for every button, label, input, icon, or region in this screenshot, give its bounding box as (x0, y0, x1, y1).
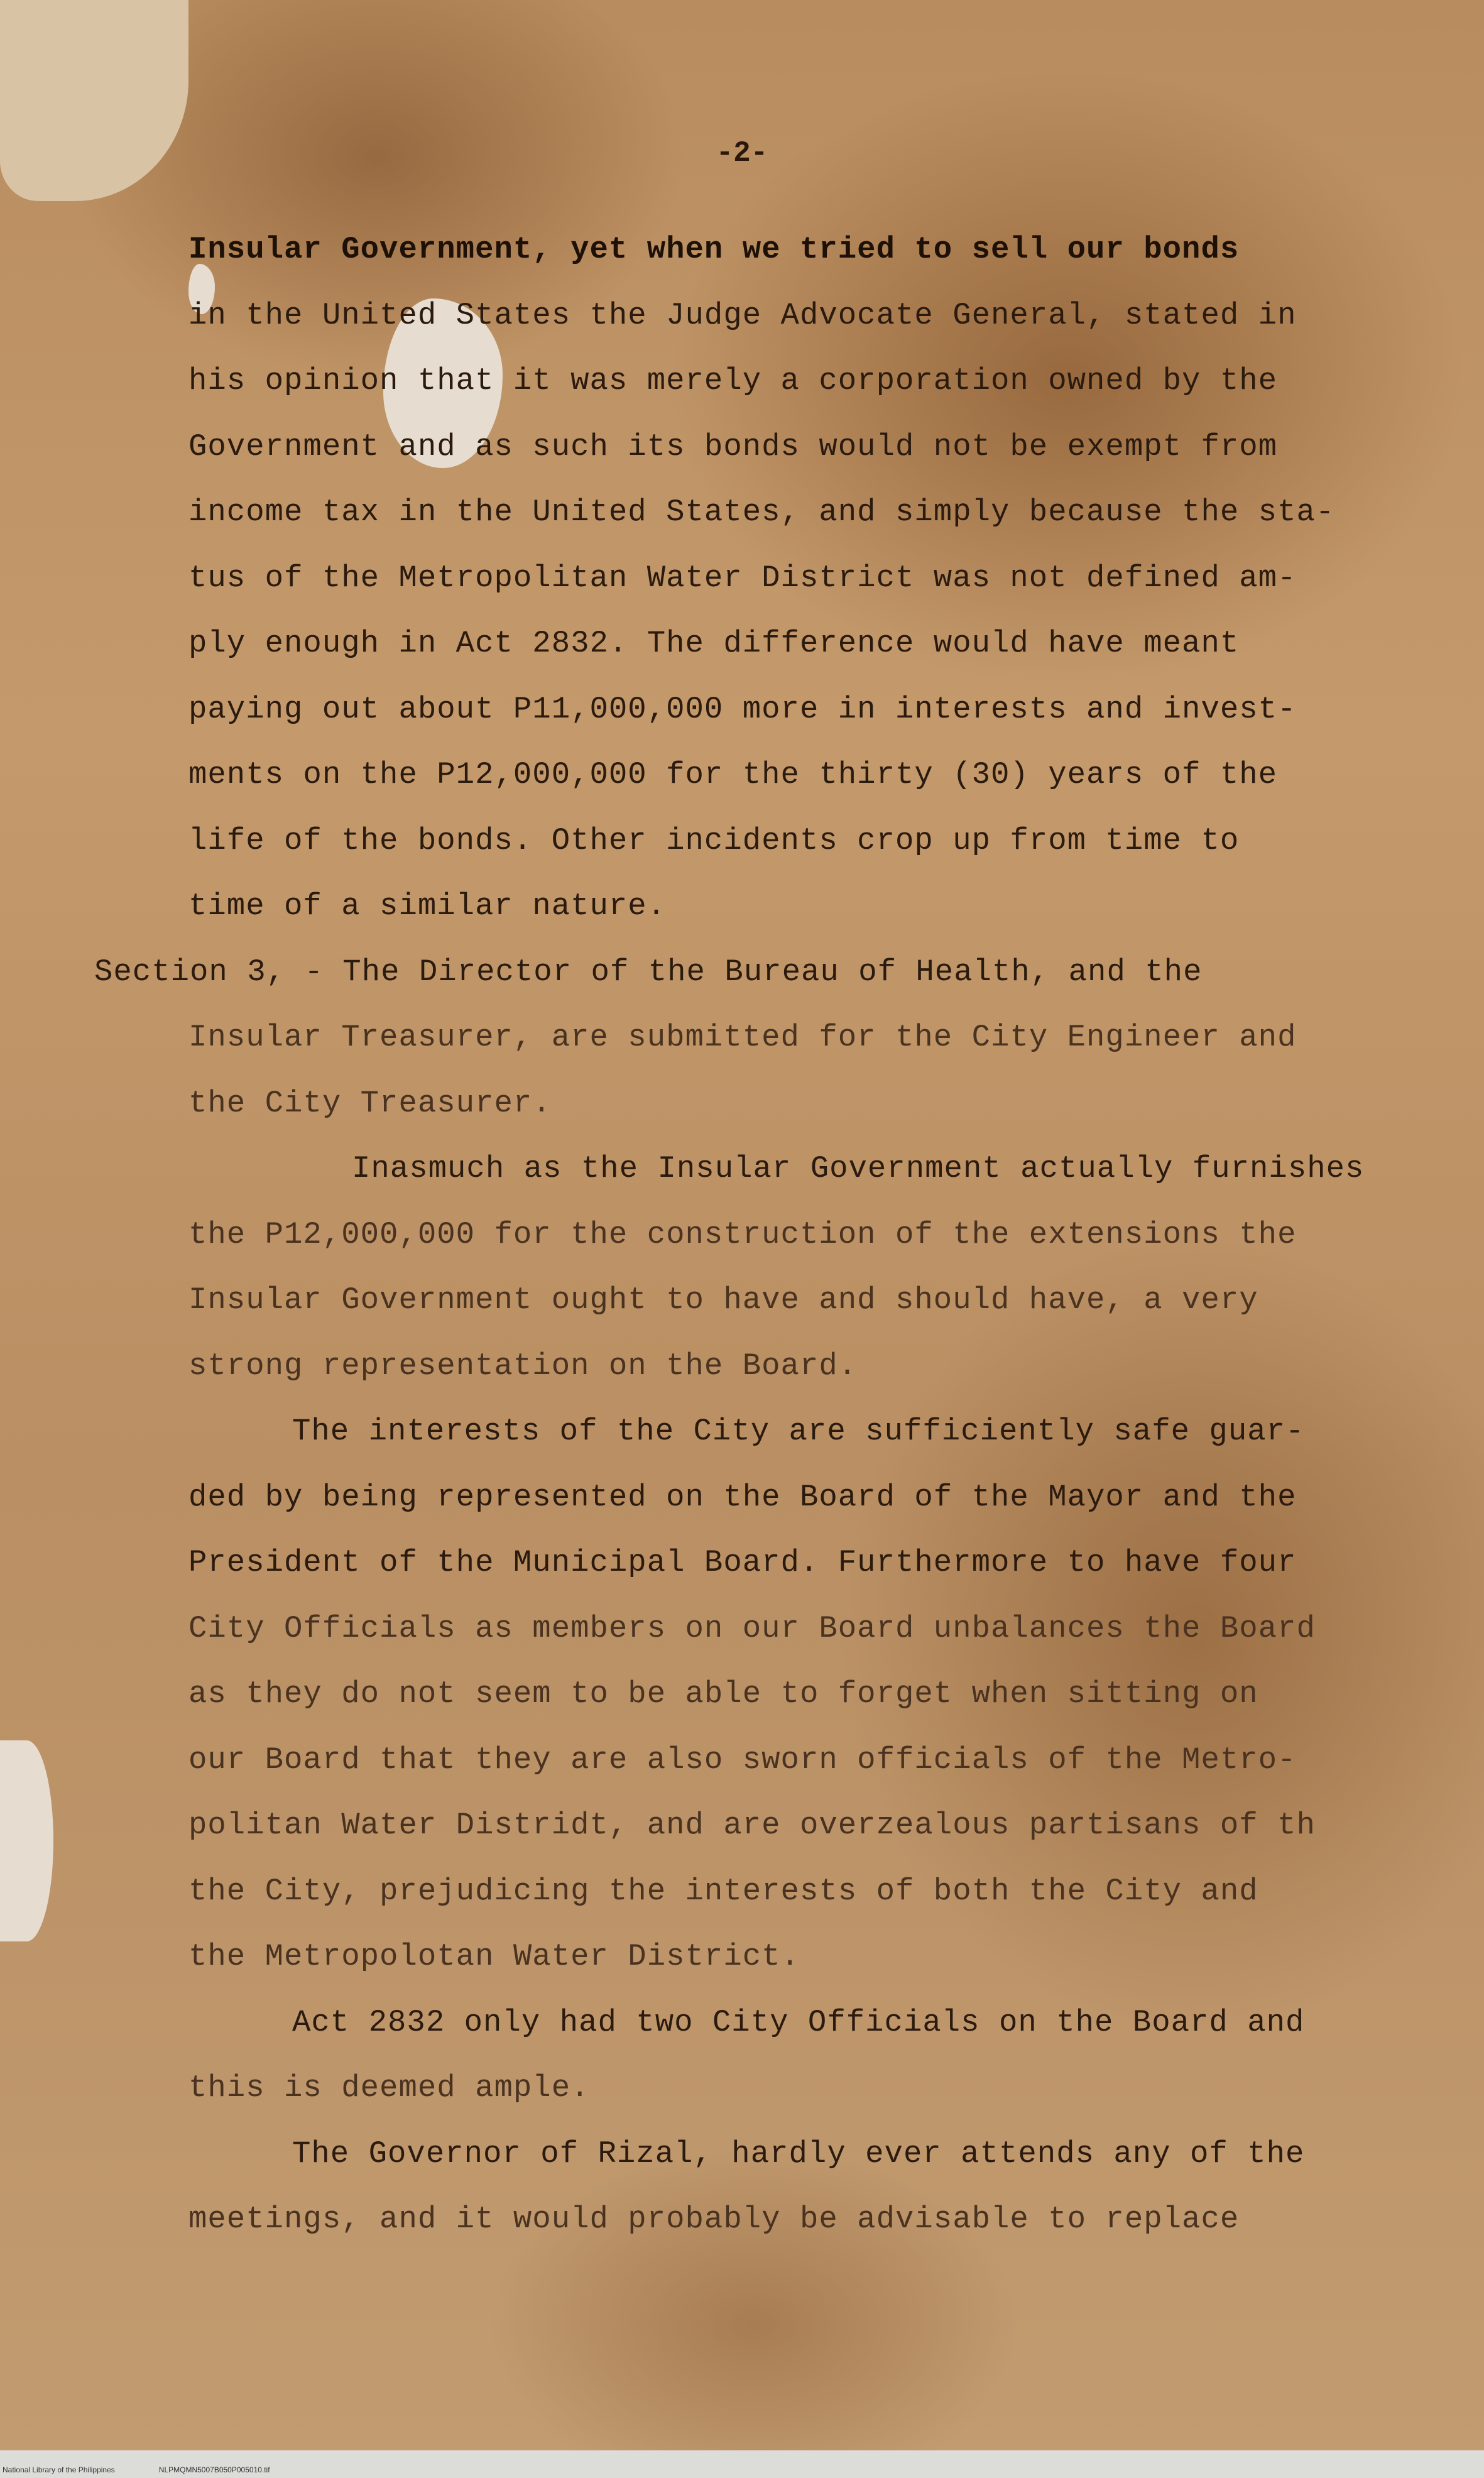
text-line: President of the Municipal Board. Furthermore to have four (188, 1545, 1297, 1580)
text-line: our Board that they are also sworn officials of the Metro- (188, 1742, 1297, 1777)
text-line: City Officials as members on our Board unbalances the Board (188, 1610, 1316, 1646)
text-line: ded by being represented on the Board of the Mayor and the (188, 1479, 1297, 1515)
text-line: Insular Government ought to have and should have, a very (188, 1282, 1258, 1318)
text-line: Inasmuch as the Insular Government actually furnishes (352, 1151, 1365, 1186)
text-line: income tax in the United States, and simply because the sta- (188, 494, 1335, 530)
text-line: as they do not seem to be able to forget when sitting on (188, 1676, 1258, 1711)
text-line: the P12,000,000 for the construction of the extensions the (188, 1216, 1297, 1252)
text-line: politan Water Distridt, and are overzealous partisans of th (188, 1808, 1316, 1843)
text-line: meetings, and it would probably be advisable to replace (188, 2202, 1240, 2237)
text-line: the City, prejudicing the interests of both the City and (188, 1873, 1258, 1909)
text-line: Section 3, - The Director of the Bureau of Health, and the (94, 954, 1203, 990)
text-line: Insular Government, yet when we tried to sell our bonds (188, 232, 1240, 267)
text-line: The interests of the City are sufficiently safe guar- (292, 1414, 1305, 1449)
typed-text-block (94, 217, 1370, 2252)
text-line: time of a similar nature. (188, 888, 667, 924)
text-line: life of the bonds. Other incidents crop up from time to (188, 822, 1240, 858)
text-line: Insular Treasurer, are submitted for the City Engineer and (188, 1020, 1297, 1055)
text-line: The Governor of Rizal, hardly ever attends any of the (292, 2136, 1305, 2171)
text-line: strong representation on the Board. (188, 1348, 858, 1384)
text-line: paying out about P11,000,000 more in interests and invest- (188, 691, 1297, 727)
text-line: his opinion that it was merely a corporation owned by the (188, 363, 1278, 398)
scan-footer (0, 2462, 1484, 2478)
text-line: ply enough in Act 2832. The difference would have meant (188, 626, 1240, 661)
paper-stain-corner (0, 0, 188, 201)
text-line: Government and as such its bonds would not be exempt from (188, 428, 1278, 464)
text-line: the City Treasurer. (188, 1085, 552, 1121)
footer-source: National Library of the Philippines (3, 2465, 115, 2474)
text-line: this is deemed ample. (188, 2070, 590, 2105)
text-line: Act 2832 only had two City Officials on the Board and (292, 2004, 1305, 2040)
footer-filename: NLPMQMN5007B050P005010.tif (158, 2465, 270, 2474)
text-line: tus of the Metropolitan Water District was not defined am- (188, 560, 1297, 596)
text-line: in the United States the Judge Advocate General, stated in (188, 297, 1297, 333)
text-line: ments on the P12,000,000 for the thirty (30) years of the (188, 757, 1278, 792)
paper-tear-edge (0, 1740, 53, 1941)
text-line: the Metropolotan Water District. (188, 1939, 800, 1974)
page-number: -2- (716, 137, 768, 170)
